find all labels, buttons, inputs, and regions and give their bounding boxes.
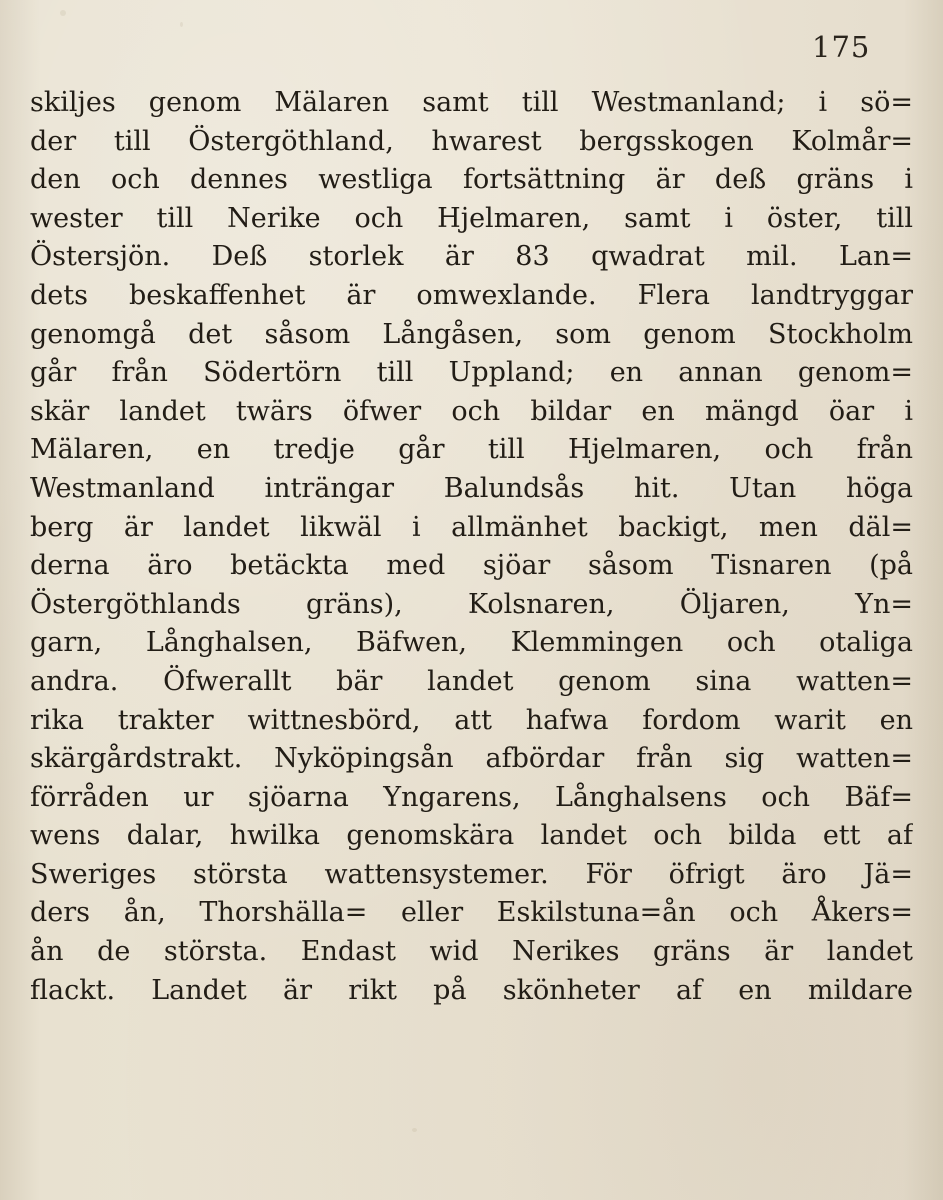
text-line: Östergöthlands gräns), Kolsnaren, Öljaren, Yn= [30, 588, 913, 620]
text-line: Westmanland inträngar Balundsås hit. Utan höga [30, 472, 913, 504]
text-line: ders ån, Thorshälla= eller Eskilstuna=ån och Åkers= [30, 897, 913, 929]
text-line: den och dennes westliga fortsättning är deß gräns i [30, 164, 913, 196]
text-line: wester till Nerike och Hjelmaren, samt i öster, till [30, 202, 913, 234]
paper-stain [60, 10, 66, 16]
text-line: Sweriges största wattensystemer. För öfrigt äro Jä= [30, 858, 913, 890]
page-number: 175 [812, 30, 871, 64]
text-line: skiljes genom Mälaren samt till Westmanland; i sö= [30, 87, 913, 118]
text-line: skärgårdstrakt. Nyköpingsån afbördar från sig watten= [30, 743, 913, 775]
text-line: genomgå det såsom Långåsen, som genom Stockholm [30, 318, 913, 350]
text-line: rika trakter wittnesbörd, att hafwa fordom warit en [30, 704, 913, 736]
text-line: förråden ur sjöarna Yngarens, Långhalsens och Bäf= [30, 781, 913, 813]
text-line: ån de största. Endast wid Nerikes gräns är landet [30, 936, 913, 968]
body-text [30, 84, 913, 1010]
text-line: der till Östergöthland, hwarest bergsskogen Kolmår= [30, 125, 913, 157]
paper-stain [180, 22, 183, 27]
paper-stain [412, 1128, 417, 1132]
text-line: går från Södertörn till Uppland; en annan genom= [30, 357, 913, 389]
text-line: derna äro betäckta med sjöar såsom Tisnaren (på [30, 550, 913, 582]
text-line: garn, Långhalsen, Bäfwen, Klemmingen och otaliga [30, 627, 913, 659]
text-line: berg är landet likwäl i allmänhet backigt, men däl= [30, 511, 913, 543]
text-line: flackt. Landet är rikt på skönheter af en mildare [30, 974, 913, 1006]
text-line: dets beskaffenhet är omwexlande. Flera landtryggar [30, 279, 913, 311]
text-line: Mälaren, en tredje går till Hjelmaren, och från [30, 434, 913, 466]
text-line: andra. Öfwerallt bär landet genom sina watten= [30, 665, 913, 697]
text-line: wens dalar, hwilka genomskära landet och bilda ett af [30, 820, 913, 852]
text-line: Östersjön. Deß storlek är 83 qwadrat mil. Lan= [30, 241, 913, 273]
text-line: skär landet twärs öfwer och bildar en mängd öar i [30, 395, 913, 427]
